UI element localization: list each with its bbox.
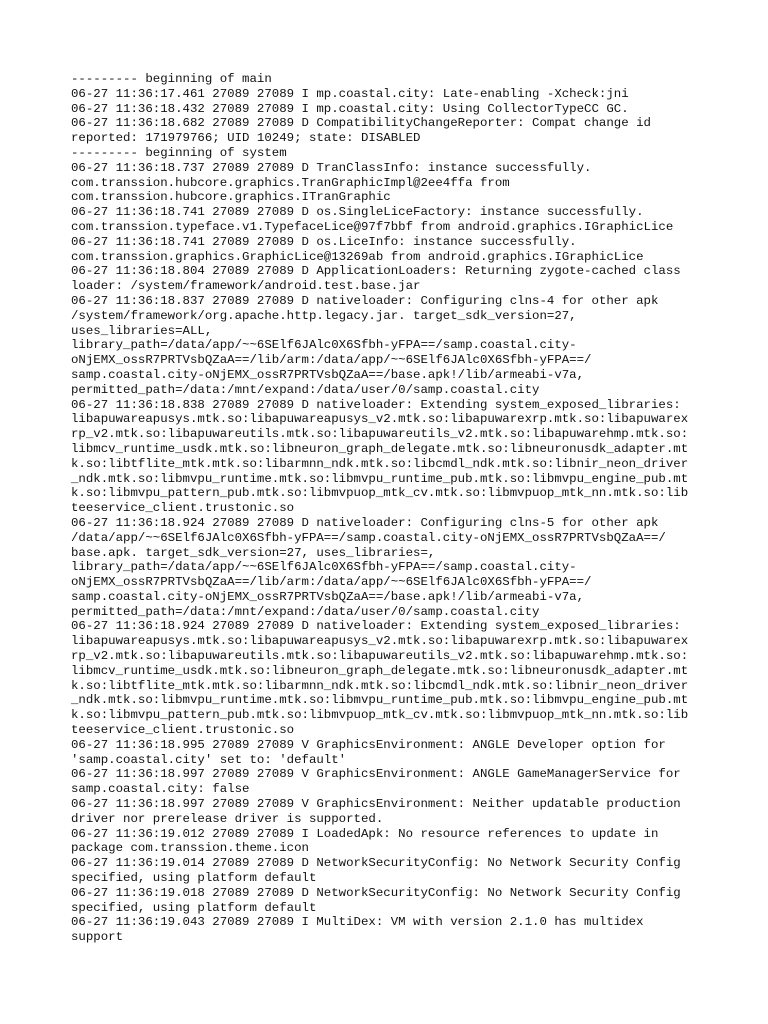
log-line: libmcv_runtime_usdk.mtk.so:libneuron_graph_delegate.mtk.so:libneuronusdk_adapter.mt bbox=[71, 441, 689, 456]
log-line: driver nor prerelease driver is supported. bbox=[71, 811, 384, 826]
log-line: rp_v2.mtk.so:libapuwareutils.mtk.so:libapuwareutils_v2.mtk.so:libapuwarehmp.mtk.so: bbox=[71, 427, 689, 442]
log-line: _ndk.mtk.so:libmvpu_runtime.mtk.so:libmvpu_runtime_pub.mtk.so:libmvpu_engine_pub.mt bbox=[71, 471, 689, 486]
log-line: teeservice_client.trustonic.so bbox=[71, 501, 295, 516]
log-line: permitted_path=/data:/mnt/expand:/data/user/0/samp.coastal.city bbox=[71, 604, 540, 619]
log-line: libapuwareapusys.mtk.so:libapuwareapusys_v2.mtk.so:libapuwarexrp.mtk.so:libapuwarex bbox=[71, 634, 689, 649]
log-line: 06-27 11:36:18.741 27089 27089 D os.SingleLiceFactory: instance successfully. bbox=[71, 205, 644, 220]
log-line: support bbox=[71, 930, 124, 945]
log-line: 'samp.coastal.city' set to: 'default' bbox=[71, 752, 347, 767]
log-line: samp.coastal.city-oNjEMX_ossR7PRTVsbQZaA==/base.apk!/lib/armeabi-v7a, bbox=[71, 367, 585, 382]
log-line: 06-27 11:36:18.997 27089 27089 V GraphicsEnvironment: ANGLE GameManagerService for bbox=[71, 767, 681, 782]
log-line: 06-27 11:36:18.997 27089 27089 V GraphicsEnvironment: Neither updatable production bbox=[71, 797, 681, 812]
log-line: k.so:libtflite_mtk.mtk.so:libarmnn_ndk.mtk.so:libcmdl_ndk.mtk.so:libnir_neon_driver bbox=[71, 456, 689, 471]
log-line: uses_libraries=ALL, bbox=[71, 323, 213, 338]
log-line: permitted_path=/data:/mnt/expand:/data/user/0/samp.coastal.city bbox=[71, 382, 540, 397]
log-line: /data/app/~~6SElf6JAlc0X6Sfbh-yFPA==/samp.coastal.city-oNjEMX_ossR7PRTVsbQZaA==/ bbox=[71, 530, 666, 545]
log-line: 06-27 11:36:18.838 27089 27089 D nativeloader: Extending system_exposed_libraries: bbox=[71, 397, 681, 412]
log-line: reported: 171979766; UID 10249; state: DISABLED bbox=[71, 131, 421, 146]
log-line: 06-27 11:36:18.804 27089 27089 D ApplicationLoaders: Returning zygote-cached class bbox=[71, 264, 681, 279]
log-line: base.apk. target_sdk_version=27, uses_libraries=, bbox=[71, 545, 436, 560]
log-line: library_path=/data/app/~~6SElf6JAlc0X6Sfbh-yFPA==/samp.coastal.city- bbox=[71, 560, 577, 575]
log-line: com.transsion.hubcore.graphics.ITranGraphic bbox=[71, 190, 391, 205]
log-line: package com.transsion.theme.icon bbox=[71, 841, 309, 856]
log-line: 06-27 11:36:17.461 27089 27089 I mp.coastal.city: Late-enabling -Xcheck:jni bbox=[71, 86, 629, 101]
log-line: samp.coastal.city: false bbox=[71, 782, 250, 797]
log-line: rp_v2.mtk.so:libapuwareutils.mtk.so:libapuwareutils_v2.mtk.so:libapuwarehmp.mtk.so: bbox=[71, 649, 689, 664]
log-document bbox=[71, 72, 701, 945]
log-line: _ndk.mtk.so:libmvpu_runtime.mtk.so:libmvpu_runtime_pub.mtk.so:libmvpu_engine_pub.mt bbox=[71, 693, 689, 708]
log-line: loader: /system/framework/android.test.base.jar bbox=[71, 279, 421, 294]
log-line: oNjEMX_ossR7PRTVsbQZaA==/lib/arm:/data/app/~~6SElf6JAlc0X6Sfbh-yFPA==/ bbox=[71, 353, 592, 368]
log-line: 06-27 11:36:19.018 27089 27089 D NetworkSecurityConfig: No Network Security Config bbox=[71, 885, 681, 900]
log-line: samp.coastal.city-oNjEMX_ossR7PRTVsbQZaA==/base.apk!/lib/armeabi-v7a, bbox=[71, 589, 585, 604]
log-line: oNjEMX_ossR7PRTVsbQZaA==/lib/arm:/data/app/~~6SElf6JAlc0X6Sfbh-yFPA==/ bbox=[71, 575, 592, 590]
log-line: 06-27 11:36:18.924 27089 27089 D nativeloader: Configuring clns-5 for other apk bbox=[71, 515, 659, 530]
log-line: 06-27 11:36:18.682 27089 27089 D CompatibilityChangeReporter: Compat change id bbox=[71, 116, 651, 131]
log-line: /system/framework/org.apache.http.legacy.jar. target_sdk_version=27, bbox=[71, 308, 577, 323]
log-line: specified, using platform default bbox=[71, 871, 317, 886]
log-line: 06-27 11:36:19.012 27089 27089 I LoadedApk: No resource references to update in bbox=[71, 826, 659, 841]
log-line: --------- beginning of main bbox=[71, 72, 272, 86]
log-line: libapuwareapusys.mtk.so:libapuwareapusys_v2.mtk.so:libapuwarexrp.mtk.so:libapuwarex bbox=[71, 412, 689, 427]
log-line: 06-27 11:36:18.432 27089 27089 I mp.coastal.city: Using CollectorTypeCC GC. bbox=[71, 101, 629, 116]
log-line: k.so:libmvpu_pattern_pub.mtk.so:libmvpuop_mtk_cv.mtk.so:libmvpuop_mtk_nn.mtk.so:lib bbox=[71, 486, 689, 501]
log-line: 06-27 11:36:18.924 27089 27089 D nativeloader: Extending system_exposed_libraries: bbox=[71, 619, 681, 634]
log-line: k.so:libtflite_mtk.mtk.so:libarmnn_ndk.mtk.so:libcmdl_ndk.mtk.so:libnir_neon_driver bbox=[71, 678, 689, 693]
log-line: k.so:libmvpu_pattern_pub.mtk.so:libmvpuop_mtk_cv.mtk.so:libmvpuop_mtk_nn.mtk.so:lib bbox=[71, 708, 689, 723]
log-line: specified, using platform default bbox=[71, 900, 317, 915]
log-line: --------- beginning of system bbox=[71, 145, 287, 160]
log-line: libmcv_runtime_usdk.mtk.so:libneuron_graph_delegate.mtk.so:libneuronusdk_adapter.mt bbox=[71, 663, 689, 678]
log-line: 06-27 11:36:18.741 27089 27089 D os.LiceInfo: instance successfully. bbox=[71, 234, 577, 249]
log-line: 06-27 11:36:19.014 27089 27089 D NetworkSecurityConfig: No Network Security Config bbox=[71, 856, 681, 871]
log-line: library_path=/data/app/~~6SElf6JAlc0X6Sfbh-yFPA==/samp.coastal.city- bbox=[71, 338, 577, 353]
log-line: 06-27 11:36:18.837 27089 27089 D nativeloader: Configuring clns-4 for other apk bbox=[71, 293, 659, 308]
log-line: 06-27 11:36:18.995 27089 27089 V GraphicsEnvironment: ANGLE Developer option for bbox=[71, 737, 666, 752]
log-line: 06-27 11:36:19.043 27089 27089 I MultiDex: VM with version 2.1.0 has multidex bbox=[71, 915, 644, 930]
log-line: com.transsion.hubcore.graphics.TranGraphicImpl@2ee4ffa from bbox=[71, 175, 510, 190]
log-line: com.transsion.typeface.v1.TypefaceLice@97f7bbf from android.graphics.IGraphicLice bbox=[71, 219, 674, 234]
log-line: 06-27 11:36:18.737 27089 27089 D TranClassInfo: instance successfully. bbox=[71, 160, 592, 175]
log-line: com.transsion.graphics.GraphicLice@13269ab from android.graphics.IGraphicLice bbox=[71, 249, 644, 264]
log-line: teeservice_client.trustonic.so bbox=[71, 723, 295, 738]
